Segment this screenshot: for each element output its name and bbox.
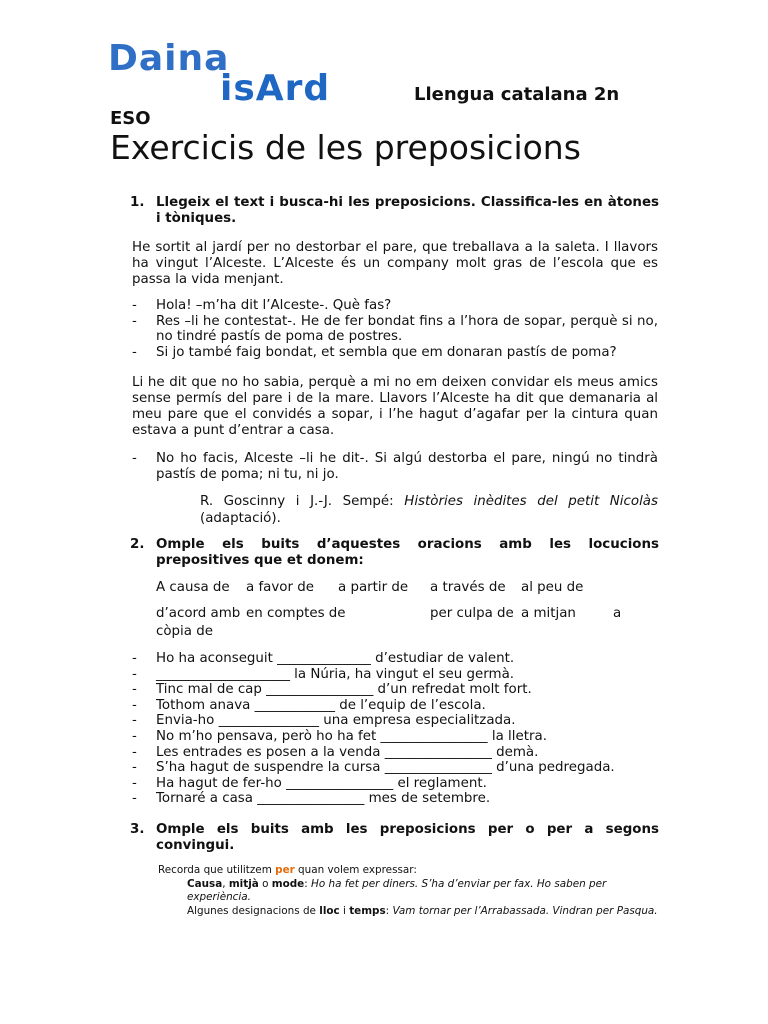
note-keyword-per: per [275,864,295,876]
page-title: Exercicis de les preposicions [110,128,581,167]
note-text: quan volem expressar: [294,864,417,876]
note-examples: Vam tornar per l’Arrabassada. Vindran per Pasqua. [392,904,658,917]
list-item: - Tothom anava ____________ de l’equip de l’escola. [132,698,658,714]
note-text: : [385,904,393,917]
list-item: - Les entrades es posen a la venda ________________ demà. [132,745,658,761]
note-text: Algunes designacions de [187,904,320,917]
note-text: Recorda que utilitzem [158,864,276,876]
locution-option: en comptes de [246,606,346,621]
list-item: - Tinc mal de cap ________________ d’un refredat molt fort. [132,682,658,698]
locution-option: còpia de [156,624,213,639]
list-item: - Ha hagut de fer-ho ________________ el reglament. [132,776,658,792]
citation-work: Històries inèdites del petit Nicolàs [404,494,658,509]
citation [200,493,658,527]
citation-author: R. Goscinny i J.-J. Sempé: [200,494,405,509]
story-paragraph-1: He sortit al jardí per no destorbar el pare, que treballava a la saleta. I llavors ha vingut l’Alceste. L’Alceste és un company molt gras de l’escola que es passa la vida menjant. [132,240,658,287]
dialogue-list-1 [132,298,658,360]
story-paragraph-2: Li he dit que no ho sabia, perquè a mi no em deixen convidar els meus amics sense permís del pare i de la mare. Llavors l’Alceste ha dit que demanaria al meu pare que el convidés a sopar, i l’he hagut d’agafar per la cintura quan estava a punt d’entrar a casa. [132,375,658,438]
locution-option: a partir de [338,580,409,595]
locution-option: d’acord amb [156,606,241,621]
list-item: - No ho facis, Alceste –li he dit-. Si algú destorba el pare, ningú no tindrà pastís de poma; ni tu, ni jo. [132,451,658,482]
exercise-3-instruction: Omple els buits amb les preposicions per o per a segons convingui. [156,822,659,853]
note-label: lloc [319,904,340,917]
dialogue-list-2 [132,451,658,482]
note-cause [158,878,658,905]
list-item: - No m’ho pensava, però ho ha fet ________________ la lletra. [132,729,658,745]
exercise-1-number: 1. [130,195,145,210]
note-label: Causa [187,877,223,890]
course-level: ESO [110,108,151,129]
note-text: , [222,877,229,890]
list-item: - Ho ha aconseguit ______________ d’estudiar de valent. [132,651,658,667]
note-label: mode [271,877,305,890]
logo-line-1: Daina [108,38,230,79]
list-item: - Si jo també faig bondat, et sembla que em donaran pastís de poma? [132,345,658,361]
note-text: i [339,904,350,917]
grammar-note [158,864,658,918]
note-text: o [258,877,272,890]
list-item: - S’ha hagut de suspendre la cursa ________________ d’una pedregada. [132,760,658,776]
locution-option: per culpa de [430,606,514,621]
list-item: - ____________________ la Núria, ha vingut el seu germà. [132,667,658,683]
logo-line-2: isArd [220,68,331,109]
locution-option: a favor de [246,580,314,595]
note-intro [158,864,658,878]
note-text: : [304,877,312,890]
exercise-3-number: 3. [130,822,145,837]
exercise-2-number: 2. [130,537,145,552]
locution-option: A causa de [156,580,230,595]
list-item: - Hola! –m’ha dit l’Alceste-. Què fas? [132,298,658,314]
dainaisard-logo [108,38,331,109]
note-examples: Ho ha fet per diners. S’ha d’enviar per fax. Ho saben per experiència. [187,877,607,903]
exercise-2-heading [132,537,659,569]
course-name: Llengua catalana 2n [414,84,620,105]
exercise-2-instruction: Omple els buits d’aquestes oracions amb les locucions prepositives que et donem: [156,537,659,568]
exercise-3-heading [132,822,659,854]
exercise-1-instruction: Llegeix el text i busca-hi les preposicions. Classifica-les en àtones i tòniques. [156,195,659,226]
locution-option: a mitjan [521,606,576,621]
locution-option: a través de [430,580,506,595]
note-label: temps [349,904,386,917]
exercise-1-heading [132,195,659,227]
list-item: - Tornaré a casa ________________ mes de setembre. [132,791,658,807]
list-item: - Envia-ho _______________ una empresa especialitzada. [132,713,658,729]
citation-note: (adaptació). [200,511,281,526]
note-label: mitjà [228,877,259,890]
locution-option: al peu de [521,580,584,595]
note-place [158,905,658,919]
locution-option: a [613,606,622,621]
list-item: - Res –li he contestat-. He de fer bondat fins a l’hora de sopar, perquè si no, no tindré pastís de poma de postres. [132,314,658,345]
fill-in-sentences [132,651,658,807]
